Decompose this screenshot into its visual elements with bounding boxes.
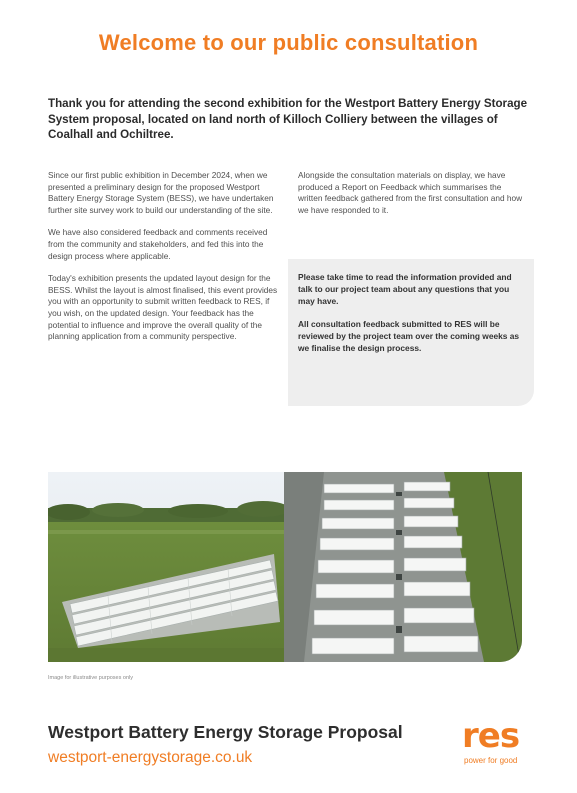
- callout-box: [288, 259, 534, 406]
- res-logo-tagline: power for good: [464, 756, 518, 765]
- photo-strip: [48, 472, 522, 662]
- intro-text: Thank you for attending the second exhibition for the Westport Battery Energy Storage System proposal, located on land north of Killoch Colliery between the villages of Coalhall and Ochiltree.: [48, 97, 528, 141]
- callout-paragraph: All consultation feedback submitted to RES will be reviewed by the project team over the coming weeks as we finalise the design process.: [298, 319, 520, 353]
- body-right-column: [298, 170, 528, 227]
- page-title: Welcome to our public consultation: [98, 30, 479, 55]
- body-paragraph: We have also considered feedback and comments received from the community and stakeholders, and fed this into the design process where applicable.: [48, 227, 268, 261]
- res-logo: [462, 716, 532, 770]
- body-paragraph: Since our first public exhibition in December 2024, when we presented a preliminary design for the proposed Westport Battery Energy Storage System (BESS), we have undertaken further site survey work to build our understanding of the site.: [48, 170, 274, 215]
- bess-site-photo-overhead: [284, 472, 522, 662]
- body-left-column: [48, 170, 280, 354]
- body-paragraph: Today's exhibition presents the updated layout design for the BESS. Whilst the layout is almost finalised, this event provides you with an opportunity to submit written feedback to RES, if you wish, on the updated design. Your feedback has the potential to influence and improve the overall quality of the planning application from a community perspective.: [48, 273, 278, 342]
- res-logo-wordmark: res: [462, 716, 520, 756]
- footer-website-link[interactable]: westport-energystorage.co.uk: [48, 749, 253, 766]
- callout-paragraph: Please take time to read the information provided and talk to our project team about any questions that you may have.: [298, 272, 512, 306]
- bess-site-photo-aerial: [48, 472, 284, 662]
- body-paragraph: Alongside the consultation materials on display, we have produced a Report on Feedback which summarises the written feedback gathered from the first consultation and how we have responded to it.: [298, 170, 523, 215]
- footer-project-title: Westport Battery Energy Storage Proposal: [48, 722, 403, 742]
- photo-caption: Image for illustrative purposes only: [48, 675, 133, 681]
